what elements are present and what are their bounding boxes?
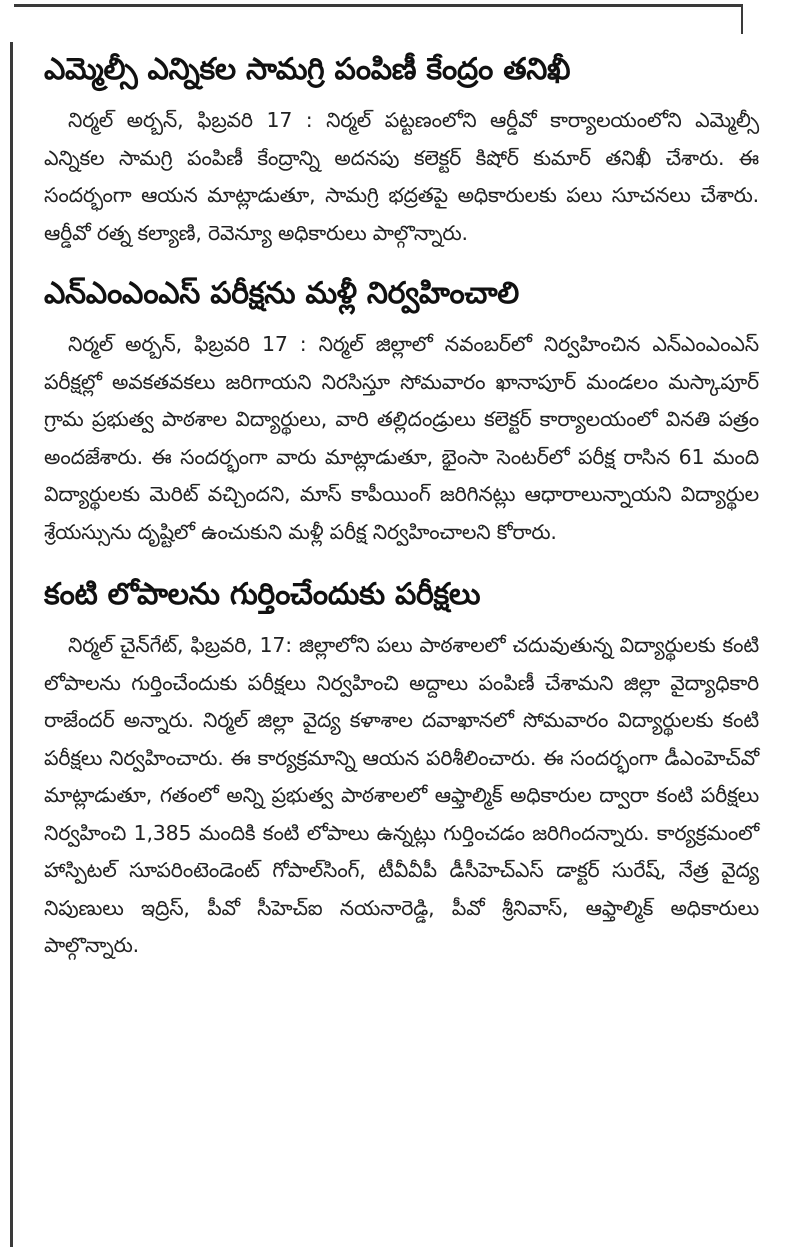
article-body: నిర్మల్ అర్బన్, ఫిబ్రవరి 17 : నిర్మల్ జిల్లాలో నవంబర్‌లో నిర్వహించిన ఎన్ఎంఎంఎస్ పరీక్షల్లో అవకతవకలు జరిగాయని నిరసిస్తూ సోమవారం ఖానాపూర్ మండలం మస్కాపూర్ గ్రామ ప్రభుత్వ పాఠశాల విద్యార్థులు, వారి తల్లిదండ్రులు కలెక్టర్ కార్యాలయంలో వినతి పత్రం అందజేశారు. ఈ సందర్భంగా వారు మాట్లాడుతూ, భైంసా సెంటర్‌లో పరీక్ష రాసిన 61 మంది విద్యార్థులకు మెరిట్ వచ్చిందని, మాస్ కాపీయింగ్ జరిగినట్లు ఆధారాలున్నాయని విద్యార్థుల శ్రేయస్సును దృష్టిలో ఉంచుకుని మళ్లీ పరీక్ష నిర్వహించాలని కోరారు. xyxy=(44,332,759,544)
article-headline: ఎమ్మెల్సీ ఎన్నికల సామగ్రి పంపిణీ కేంద్రం తనిఖీ xyxy=(44,52,571,87)
column-divider-rule xyxy=(10,42,13,1247)
article-headline: ఎన్ఎంఎంఎస్ పరీక్షను మళ్లీ నిర్వహించాలి xyxy=(44,276,519,311)
top-right-border-rule xyxy=(741,4,743,34)
article-body: నిర్మల్ అర్బన్, ఫిబ్రవరి 17 : నిర్మల్ పట్టణంలోని ఆర్డీవో కార్యాలయంలోని ఎమ్మెల్సీ ఎన్నికల సామగ్రి పంపిణీ కేంద్రాన్ని అదనపు కలెక్టర్ కిషోర్ కుమార్ తనిఖీ చేశారు. ఈ సందర్భంగా ఆయన మాట్లాడుతూ, సామగ్రి భద్రతపై అధికారులకు పలు సూచనలు చేశారు. ఆర్డీవో రత్న కల్యాణి, రెవెన్యూ అధికారులు పాల్గొన్నారు. xyxy=(44,108,759,245)
article-eye-screening-tests xyxy=(44,563,759,965)
top-border-rule xyxy=(14,4,742,7)
article-body: నిర్మల్ చైన్‌గేట్, ఫిబ్రవరి, 17: జిల్లాలోని పలు పాఠశాలలో చదువుతున్న విద్యార్థులకు కంటి లోపాలను గుర్తించేందుకు పరీక్షలు నిర్వహించి అద్దాలు పంపిణీ చేశామని జిల్లా వైద్యాధికారి రాజేందర్ అన్నారు. నిర్మల్ జిల్లా వైద్య కళాశాల దవాఖానలో సోమవారం విద్యార్థులకు కంటి పరీక్షలు నిర్వహించారు. ఈ కార్యక్రమాన్ని ఆయన పరిశీలించారు. ఈ సందర్భంగా డీఎంహెచ్‌వో మాట్లాడుతూ, గతంలో అన్ని ప్రభుత్వ పాఠశాలలో ఆఫ్తాల్మిక్ అధికారుల ద్వారా కంటి పరీక్షలు నిర్వహించి 1,385 మందికి కంటి లోపాలు ఉన్నట్లు గుర్తించడం జరిగిందన్నారు. కార్యక్రమంలో హాస్పిటల్ సూపరింటెండెంట్ గోపాల్‌సింగ్, టీవీవీపీ డీసీహెచ్ఎస్ డాక్టర్ సురేష్, నేత్ర వైద్య నిపుణులు ఇద్రిస్, పీవో సీహెచ్ఐ నయనారెడ్డి, పీవో శ్రీనివాస్, ఆఫ్తాల్మిక్ అధికారులు పాల్గొన్నారు. xyxy=(44,633,759,957)
article-mlc-election-material-inspection xyxy=(44,38,759,252)
article-nmms-exam-retest xyxy=(44,262,759,551)
article-headline: కంటి లోపాలను గుర్తించేందుకు పరీక్షలు xyxy=(44,577,481,612)
news-column xyxy=(44,38,759,979)
